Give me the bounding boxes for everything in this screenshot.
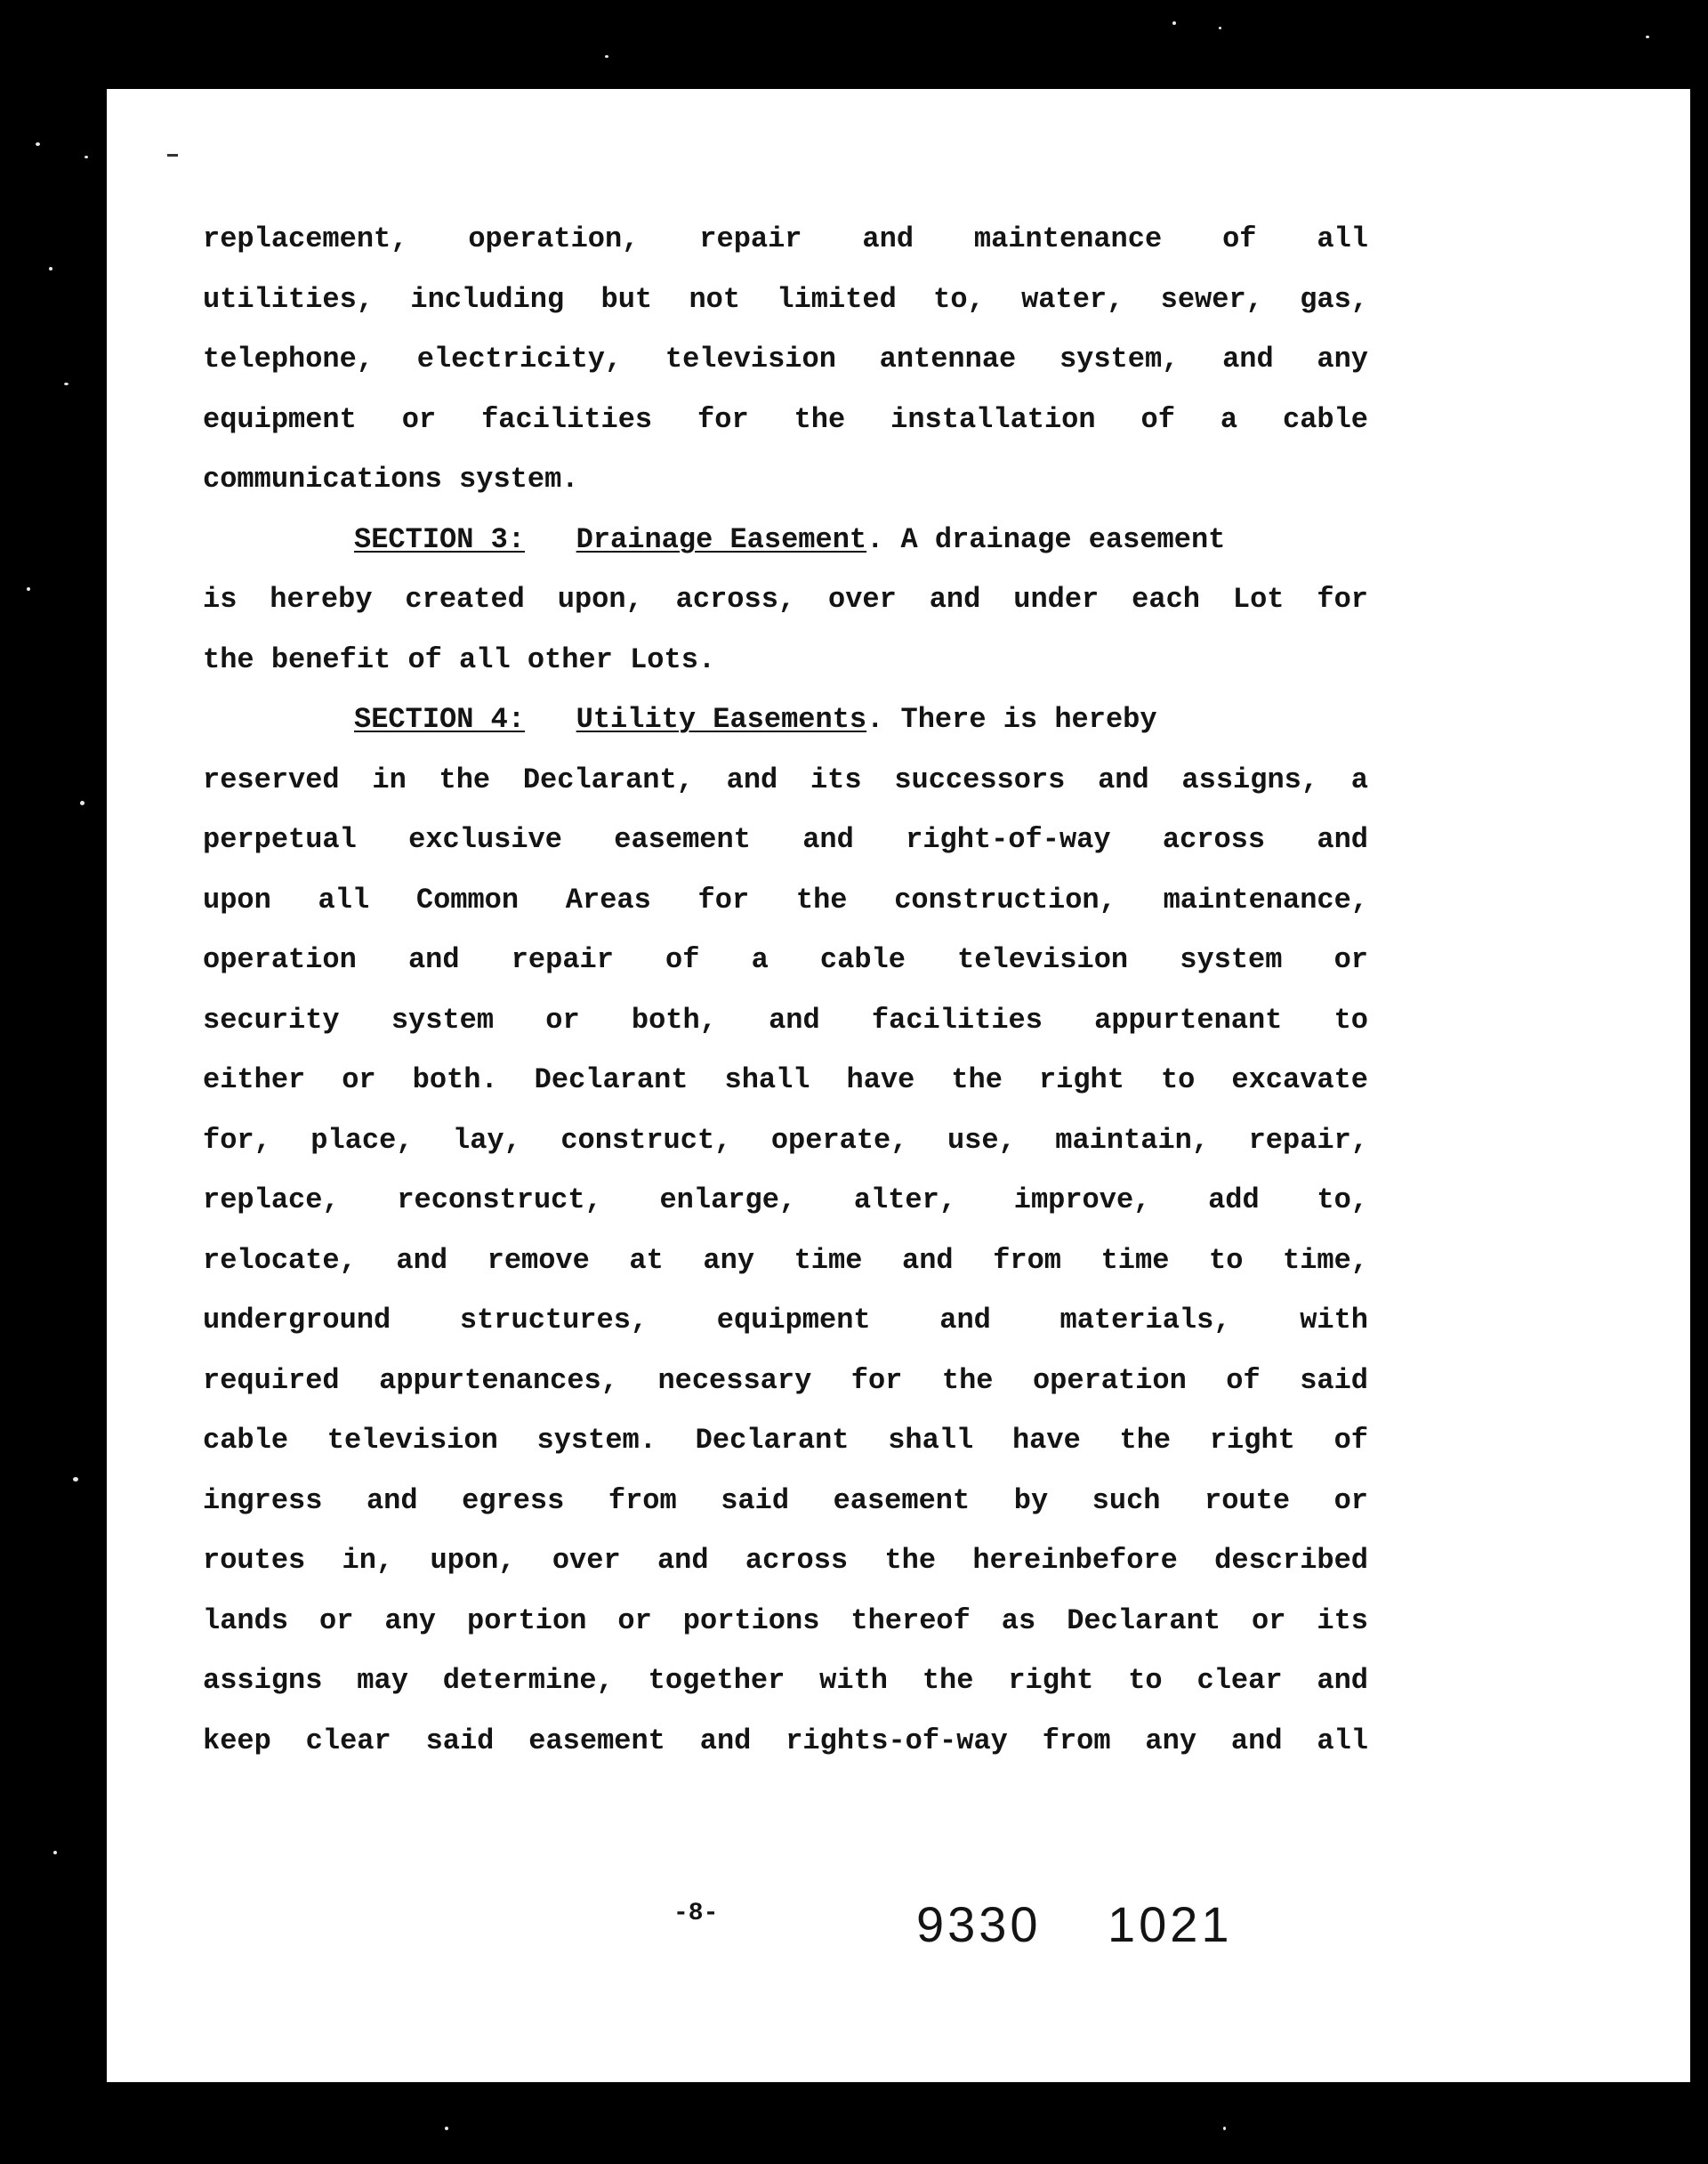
text-line: upon all Common Areas for the construction, maintenance, <box>203 883 1368 916</box>
scan-noise <box>73 1477 78 1482</box>
scan-noise <box>1219 27 1221 29</box>
scan-noise <box>36 142 40 146</box>
scan-noise <box>64 383 68 385</box>
scan-noise <box>53 1851 57 1854</box>
section-3-title: Drainage Easement <box>576 522 867 556</box>
text-line: is hereby created upon, across, over and under each Lot for <box>203 583 1368 616</box>
text-line: routes in, upon, over and across the hereinbefore described <box>203 1544 1368 1577</box>
scan-noise <box>1172 21 1176 25</box>
text-line: the benefit of all other Lots. <box>203 642 716 676</box>
text-line: required appurtenances, necessary for the operation of said <box>203 1363 1368 1397</box>
scan-noise <box>49 267 52 270</box>
scan-noise <box>80 801 85 805</box>
text-line: assigns may determine, together with the right to clear and <box>203 1664 1368 1697</box>
scan-noise <box>605 55 608 58</box>
scan-noise <box>1223 2127 1226 2130</box>
section-3-label: SECTION 3: <box>354 522 526 556</box>
section-4-paragraph <box>203 690 1368 1771</box>
section-3-heading-line <box>203 510 1368 570</box>
text-line: for, place, lay, construct, operate, use, maintain, repair, <box>203 1123 1368 1157</box>
text-line: utilities, including but not limited to, water, sewer, gas, <box>203 282 1368 316</box>
text-line: cable television system. Declarant shall have the right of <box>203 1424 1368 1457</box>
text-line: security system or both, and facilities appurtenant to <box>203 1003 1368 1037</box>
text-line: reserved in the Declarant, and its successors and assigns, a <box>203 763 1368 796</box>
text-line: operation and repair of a cable television system or <box>203 943 1368 976</box>
section-4-text: . There is hereby <box>866 703 1157 736</box>
text-line: ingress and egress from said easement by such route or <box>203 1483 1368 1517</box>
stray-mark <box>167 154 178 157</box>
scan-noise <box>1646 36 1649 38</box>
continued-paragraph <box>203 209 1368 510</box>
section-3-text: . A drainage easement <box>866 522 1226 556</box>
text-line: either or both. Declarant shall have the right to excavate <box>203 1063 1368 1096</box>
text-line: lands or any portion or portions thereof as Declarant or its <box>203 1603 1368 1637</box>
text-line: keep clear said easement and rights-of-way from any and all <box>203 1724 1368 1757</box>
text-line: underground structures, equipment and materials, with <box>203 1304 1368 1336</box>
section-4-heading-line <box>203 690 1368 750</box>
recording-stamp-page: 1021 <box>1108 1896 1233 1952</box>
text-line: communications system. <box>203 463 579 496</box>
text-line: perpetual exclusive easement and right-of-way across and <box>203 823 1368 856</box>
document-body <box>203 209 1368 1771</box>
text-line: replace, reconstruct, enlarge, alter, improve, add to, <box>203 1183 1368 1216</box>
section-3-paragraph <box>203 510 1368 690</box>
scan-noise <box>27 587 30 591</box>
text-line: replacement, operation, repair and maintenance of all <box>203 222 1368 255</box>
text-line: telephone, electricity, television antennae system, and any <box>203 343 1368 375</box>
text-line: equipment or facilities for the installation of a cable <box>203 402 1368 436</box>
section-4-label: SECTION 4: <box>354 703 526 736</box>
scan-noise <box>445 2127 448 2130</box>
text-line: relocate, and remove at any time and from time to time, <box>203 1243 1368 1277</box>
scan-noise <box>85 156 88 158</box>
page-number: -8- <box>673 1900 719 1927</box>
section-4-title: Utility Easements <box>576 703 867 736</box>
recording-stamp-book: 9330 <box>916 1896 1042 1952</box>
